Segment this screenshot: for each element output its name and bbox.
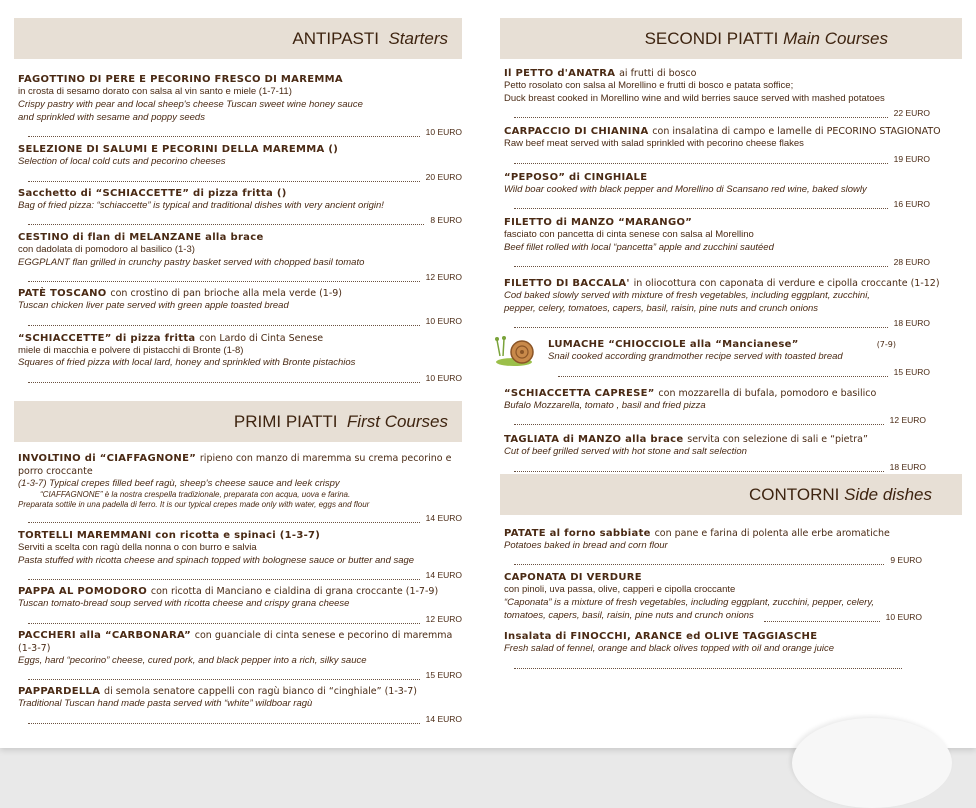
dish-name: “SCHIACCETTA CAPRESE” — [504, 387, 655, 399]
menu-item-patate — [504, 527, 962, 566]
price: 12 EURO — [889, 415, 926, 425]
price: 15 EURO — [893, 366, 930, 377]
menu-item-pate — [18, 287, 462, 326]
menu-item-sacchetto — [18, 187, 462, 226]
dotted-leader — [514, 557, 884, 565]
dish-name-rest: ai frutti di bosco — [619, 68, 697, 79]
dish-name: PACCHERI alla “CARBONARA” — [18, 629, 191, 641]
price: 10 EURO — [425, 127, 462, 137]
allergens: (7-9) — [876, 340, 896, 349]
dish-name-rest: con Lardo di Cinta Senese — [199, 332, 324, 344]
dish-name: PAPPA AL POMODORO — [18, 586, 148, 597]
dish-description-en: Tuscan chicken liver pate served with green apple toasted bread — [18, 300, 289, 311]
dotted-leader — [514, 110, 888, 118]
price: 22 EURO — [893, 108, 930, 118]
menu-item-insalata — [504, 630, 962, 669]
dish-name-rest: di semola senatore cappelli con ragù bianco di “cinghiale” (1-3-7) — [104, 686, 417, 697]
dish-note: Preparata sottile in una padella di ferro. It is our typical crepes made only with water, eggs and flour — [18, 500, 370, 509]
menu-item-peposo — [504, 171, 962, 210]
dish-name: CAPONATA DI VERDURE — [504, 572, 642, 583]
dish-description-en: Potatoes baked in bread and corn flour — [504, 539, 668, 551]
menu-item-pappa — [18, 585, 462, 624]
dish-description-en: Raw beef meat served with salad sprinkled with pecorino cheese flakes — [504, 138, 804, 149]
dish-description-en: EGGPLANT flan grilled in crunchy pastry basket served with chopped basil tomato — [18, 256, 365, 268]
dish-description-en: Squares of fried pizza with local lard, honey and sprinkled with Bronte pistachios — [18, 357, 356, 368]
dish-description-en: Bufalo Mozzarella, tomato , basil and fried pizza — [504, 399, 706, 411]
secondi-header — [500, 18, 962, 59]
dish-name: Il PETTO d'ANATRA — [504, 68, 616, 79]
price: 9 EURO — [890, 555, 922, 565]
dish-name: TAGLIATA di MANZO alla brace — [504, 434, 684, 445]
price: 12 EURO — [425, 613, 462, 624]
price: 14 EURO — [425, 570, 462, 580]
price: 16 EURO — [893, 199, 930, 209]
dish-description-en: Cut of beef grilled served with hot stone and salt selection — [504, 446, 747, 457]
dish-name: Sacchetto di “SCHIACCETTE” di pizza fritta () — [18, 187, 287, 199]
dish-description-it: Serviti a scelta con ragù della nonna o con burro e salvia — [18, 542, 257, 553]
dish-name: INVOLTINO di “CIAFFAGNONE” — [18, 452, 197, 464]
dish-name-rest: con ricotta di Manciano e cialdina di grana croccante (1-7-9) — [150, 586, 439, 597]
price: 20 EURO — [425, 171, 462, 182]
price: 28 EURO — [893, 257, 930, 267]
price: 14 EURO — [425, 513, 462, 523]
menu-item-caponata — [504, 571, 962, 622]
menu-item-involtino — [18, 452, 462, 524]
price: 8 EURO — [430, 215, 462, 225]
menu-item-paccheri — [18, 629, 462, 681]
menu-item-tagliata — [504, 433, 962, 472]
dotted-leader — [514, 417, 884, 425]
price: 12 EURO — [425, 272, 462, 282]
dotted-leader — [514, 464, 884, 472]
dotted-leader — [514, 156, 888, 164]
dish-name: LUMACHE “CHIOCCIOLE alla “Mancianese” — [548, 339, 799, 350]
dish-description-en: Beef fillet rolled with local “pancetta” apple and zucchini sautéed — [504, 241, 774, 253]
dish-name: PATATE al forno sabbiate — [504, 527, 651, 539]
dish-name: FILETTO di MANZO “MARANGO” — [504, 217, 693, 228]
menu-item-schiaccetta-caprese — [504, 387, 962, 426]
dotted-leader — [28, 616, 420, 624]
price: 18 EURO — [893, 318, 930, 328]
primi-header — [14, 401, 462, 442]
dish-description-en: Snail cooked according grandmother recipe served with toasted bread — [548, 351, 843, 362]
dish-note: “CIAFFAGNONE” è la nostra crespella tradizionale, preparata con acqua, uova e farina. — [40, 490, 351, 499]
menu-item-selezione — [18, 143, 462, 182]
primi-title: PRIMI PIATTI First Courses — [233, 411, 448, 431]
dish-name-rest: con guanciale di cinta senese e pecorino di maremma (1-3-7) — [18, 629, 453, 654]
dish-description-en: Eggs, hard “pecorino” cheese, cured pork, and black pepper into a rich, silky sauce — [18, 654, 367, 666]
right-column — [500, 18, 962, 669]
dotted-leader — [558, 369, 888, 377]
menu-item-carpaccio — [504, 125, 962, 164]
dish-name: SELEZIONE DI SALUMI E PECORINI DELLA MAREMMA () — [18, 144, 339, 155]
antipasti-title: ANTIPASTI Starters — [292, 29, 448, 48]
price: 10 EURO — [425, 315, 462, 326]
page-curl — [792, 718, 952, 808]
dotted-leader — [28, 318, 420, 326]
price: 10 EURO — [885, 612, 922, 622]
dish-description-en: Tuscan tomato-bread soup served with ricotta cheese and crispy grana cheese — [18, 598, 350, 609]
snail-icon — [494, 332, 544, 368]
dish-name: CESTINO di flan di MELANZANE alla brace — [18, 232, 264, 243]
dotted-leader — [28, 274, 420, 282]
menu-item-lumache — [504, 338, 962, 377]
dotted-leader — [28, 174, 420, 182]
dish-name: FAGOTTINO DI PERE E PECORINO FRESCO DI MAREMMA — [18, 74, 343, 85]
dotted-leader — [28, 217, 424, 225]
dish-description-it: in crosta di sesamo dorato con salsa al vin santo e miele (1-7-11) — [18, 86, 292, 97]
dish-name: TORTELLI MAREMMANI con ricotta e spinaci (1-3-7) — [18, 530, 321, 541]
dish-name: “PEPOSO” di CINGHIALE — [504, 171, 648, 183]
dotted-leader — [28, 672, 420, 680]
menu-item-fagottino — [18, 73, 462, 137]
dish-description-en: Bag of fried pizza: “schiaccette” is typical and traditional dishes with very ancient origin! — [18, 199, 384, 211]
dotted-leader — [28, 375, 420, 383]
dish-description-en: Pasta stuffed with ricotta cheese and spinach topped with bolognese sauce or butter and sage — [18, 554, 415, 566]
dish-description-en: Duck breast cooked in Morellino wine and wild berries sauce served with mashed potatoes — [504, 92, 885, 104]
dish-description-en: Cod baked slowly served with mixture of fresh vegetables, including eggplant, zucchini, — [504, 290, 870, 301]
antipasti-header — [14, 18, 462, 59]
dotted-leader — [764, 614, 880, 622]
menu-item-filetto-manzo — [504, 216, 962, 267]
dish-description-en: “Caponata” is a mixture of fresh vegetables, including eggplant, zucchini, pepper, celery, — [504, 596, 875, 608]
dish-description-it: con pinoli, uva passa, olive, capperi e cipolla croccante — [504, 584, 736, 595]
dish-name: Insalata di FINOCCHI, ARANCE ed OLIVE TAGGIASCHE — [504, 631, 818, 642]
price: 18 EURO — [889, 461, 926, 472]
dish-description-en: (1-3-7) Typical crepes filled beef ragù, sheep's cheese sauce and leek crispy — [18, 477, 340, 489]
dotted-leader — [514, 320, 888, 328]
dish-name: PAPPARDELLA — [18, 686, 101, 697]
dotted-leader — [514, 201, 888, 209]
dish-name: CARPACCIO DI CHIANINA — [504, 126, 649, 137]
dotted-leader — [514, 661, 902, 669]
dish-name: FILETTO DI BACCALA' — [504, 278, 630, 289]
dish-description-en: Wild boar cooked with black pepper and Morellino di Scansano red wine, baked slowly — [504, 183, 867, 195]
dish-name: PATÈ TOSCANO — [18, 288, 107, 299]
dish-name-rest: in oliocottura con caponata di verdure e cipolla croccante (1-12) — [633, 278, 940, 289]
contorni-header — [500, 474, 962, 515]
dotted-leader — [28, 716, 420, 724]
price: 14 EURO — [425, 713, 462, 724]
dish-name: “SCHIACCETTE” di pizza fritta — [18, 332, 196, 344]
price: 15 EURO — [425, 670, 462, 680]
dish-description-it: fasciato con pancetta di cinta senese con salsa al Morellino — [504, 229, 754, 240]
dish-name-rest: con insalatina di campo e lamelle di PECORINO STAGIONATO — [652, 126, 941, 137]
dish-description-en: Traditional Tuscan hand made pasta served with “white” wildboar ragù — [18, 698, 313, 709]
dish-description-en: Crispy pastry with pear and local sheep's cheese Tuscan sweet wine honey sauce — [18, 98, 363, 110]
menu-item-baccala — [504, 277, 962, 328]
menu-item-petto-anatra — [504, 67, 962, 118]
menu-item-pappardella — [18, 685, 462, 724]
contorni-title: CONTORNI Side dishes — [749, 484, 932, 504]
dotted-leader — [28, 572, 420, 580]
dotted-leader — [28, 515, 420, 523]
dish-description-it: miele di macchia e polvere di pistacchi di Bronte (1-8) — [18, 344, 244, 356]
dish-description-en: Fresh salad of fennel, orange and black olives topped with oil and orange juice — [504, 643, 835, 654]
dish-name-rest: con pane e farina di polenta alle erbe aromatiche — [654, 527, 890, 539]
dish-description-it: con dadolata di pomodoro al basilico (1-3) — [18, 244, 195, 255]
dish-name-rest: con mozzarella di bufala, pomodoro e basilico — [658, 387, 877, 399]
dotted-leader — [514, 259, 888, 267]
menu-item-cestino — [18, 231, 462, 282]
secondi-title: SECONDI PIATTI Main Courses — [644, 29, 888, 48]
dotted-leader — [28, 129, 420, 137]
menu-item-schiaccette — [18, 332, 462, 383]
dish-description-en-line2: tomatoes, capers, basil, raisin, pine nuts and crunch onions — [504, 609, 754, 621]
left-column — [14, 18, 462, 724]
dish-name-rest: servita con selezione di sali e “pietra” — [687, 434, 868, 445]
dish-description-it: Petto rosolato con salsa al Morellino e frutti di bosco e patata soffice; — [504, 80, 794, 91]
menu-item-tortelli — [18, 529, 462, 580]
dish-description-en-line2: pepper, celery, tomatoes, capers, basil, raisin, pine nuts and crunch onions — [504, 302, 819, 314]
dish-name-rest: ripieno con manzo di maremma su crema pecorino e porro croccante — [18, 452, 452, 477]
dish-description-en: Selection of local cold cuts and pecorino cheeses — [18, 156, 226, 167]
price: 10 EURO — [425, 372, 462, 383]
dish-name-rest: con crostino di pan brioche alla mela verde (1-9) — [110, 288, 342, 299]
price: 19 EURO — [893, 153, 930, 164]
dish-description-en-line2: and sprinkled with sesame and poppy seeds — [18, 111, 205, 123]
